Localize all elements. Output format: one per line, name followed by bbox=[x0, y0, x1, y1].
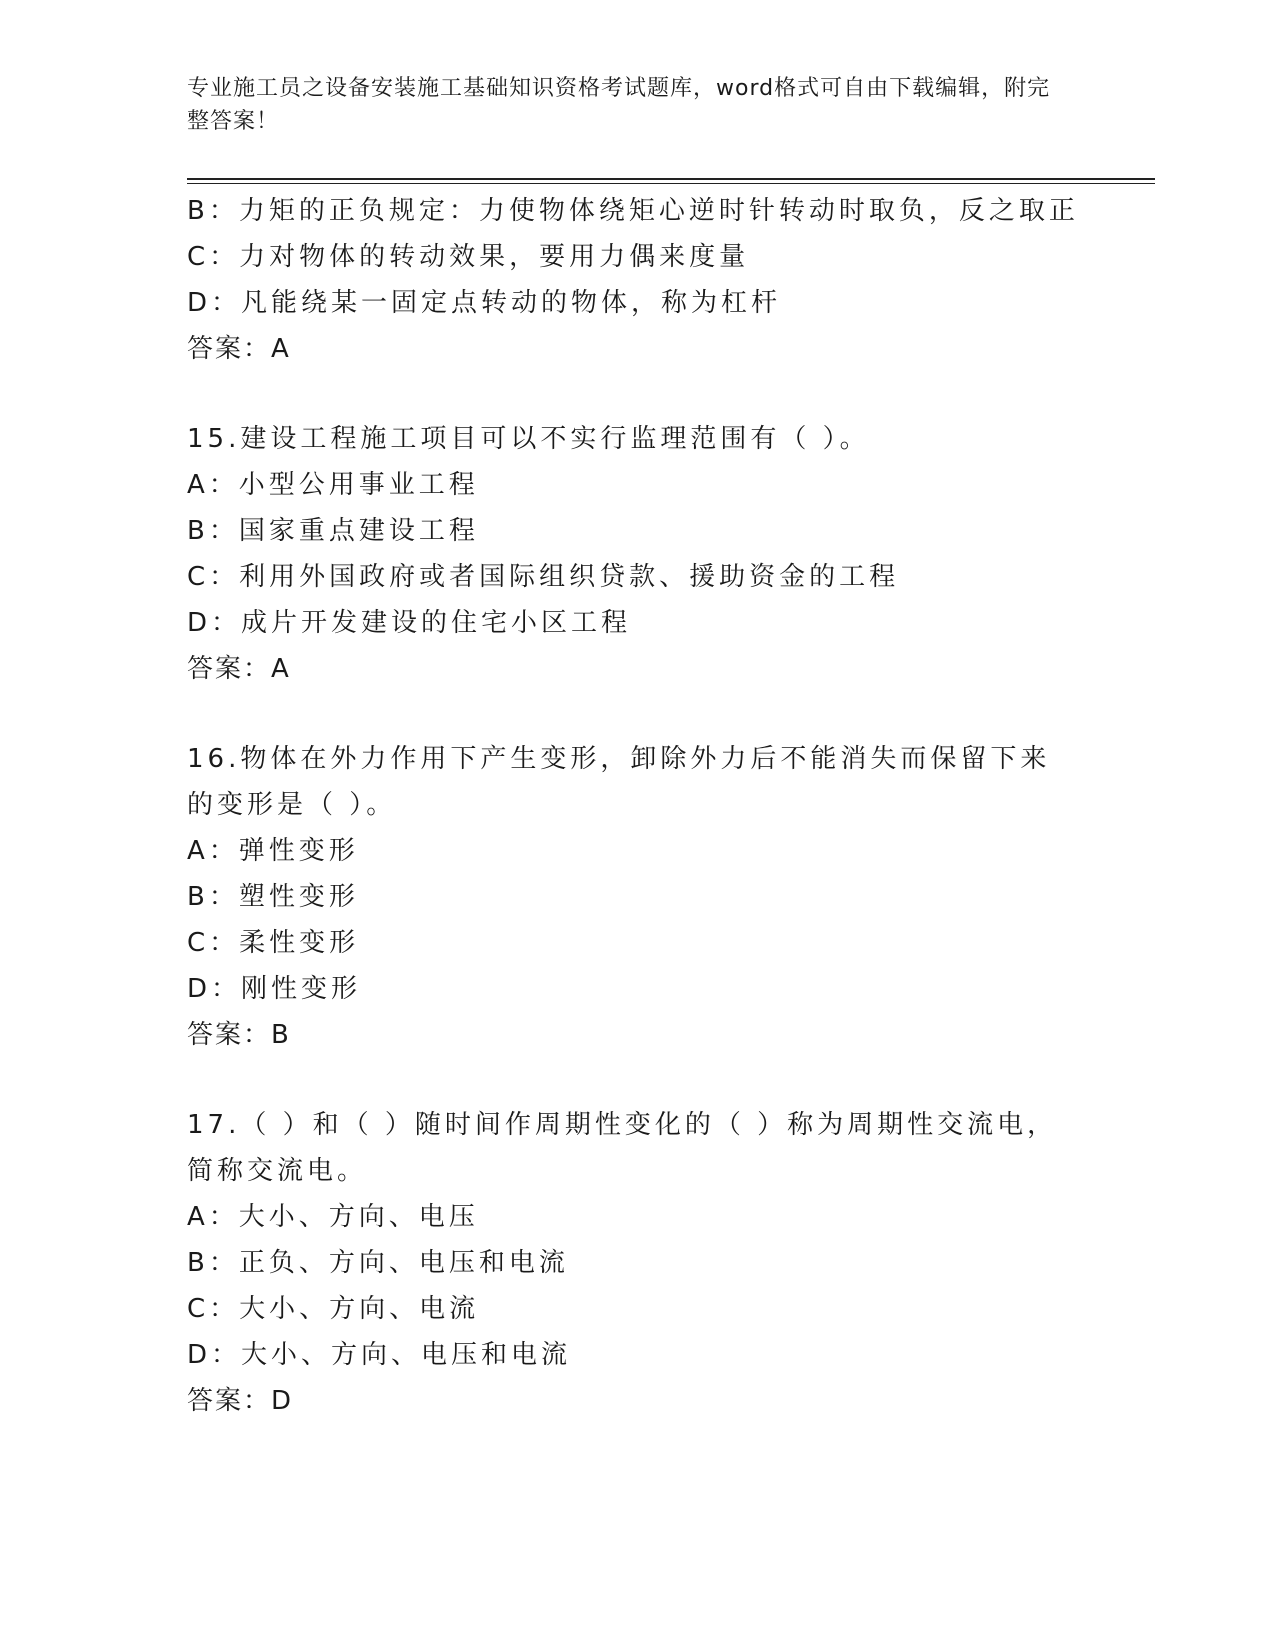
answer-line: 答案：B bbox=[187, 1020, 291, 1050]
question-17 bbox=[187, 1102, 1087, 1424]
spacer bbox=[187, 692, 1087, 736]
answer-line: 答案：A bbox=[187, 334, 291, 364]
answer-line: 答案：D bbox=[187, 1386, 294, 1416]
answer-line: 答案：A bbox=[187, 654, 291, 684]
option-c: C：柔性变形 bbox=[187, 928, 360, 958]
header-rule-thick bbox=[187, 178, 1155, 180]
option-b: B：正负、方向、电压和电流 bbox=[187, 1248, 569, 1278]
option-a: A：弹性变形 bbox=[187, 836, 359, 866]
question-16 bbox=[187, 736, 1087, 1058]
question-stem: 17.（ ）和（ ）随时间作周期性变化的（ ）称为周期性交流电，简称交流电。 bbox=[187, 1110, 1058, 1186]
option-c: C：利用外国政府或者国际组织贷款、援助资金的工程 bbox=[187, 562, 900, 592]
option-a: A：小型公用事业工程 bbox=[187, 470, 479, 500]
option-d: D：凡能绕某一固定点转动的物体，称为杠杆 bbox=[187, 288, 782, 318]
option-b: B：力矩的正负规定：力使物体绕矩心逆时针转动时取负，反之取正 bbox=[187, 196, 1079, 226]
header-rule-thin bbox=[187, 183, 1155, 184]
document-header: 专业施工员之设备安装施工基础知识资格考试题库，word格式可自由下载编辑，附完整答案！ bbox=[187, 76, 1051, 134]
question-stem: 16.物体在外力作用下产生变形，卸除外力后不能消失而保留下来的变形是（ ）。 bbox=[187, 744, 1051, 820]
option-d: D：成片开发建设的住宅小区工程 bbox=[187, 608, 632, 638]
option-d: D：刚性变形 bbox=[187, 974, 362, 1004]
option-d: D：大小、方向、电压和电流 bbox=[187, 1340, 572, 1370]
option-c: C：大小、方向、电流 bbox=[187, 1294, 480, 1324]
question-15 bbox=[187, 416, 1087, 692]
spacer bbox=[187, 372, 1087, 416]
spacer bbox=[187, 1058, 1087, 1102]
option-b: B：塑性变形 bbox=[187, 882, 359, 912]
question-list bbox=[187, 188, 1087, 1424]
option-a: A：大小、方向、电压 bbox=[187, 1202, 479, 1232]
question-stem: 15.建设工程施工项目可以不实行监理范围有（ ）。 bbox=[187, 424, 870, 454]
question-partial bbox=[187, 188, 1087, 372]
option-b: B：国家重点建设工程 bbox=[187, 516, 479, 546]
option-c: C：力对物体的转动效果，要用力偶来度量 bbox=[187, 242, 750, 272]
